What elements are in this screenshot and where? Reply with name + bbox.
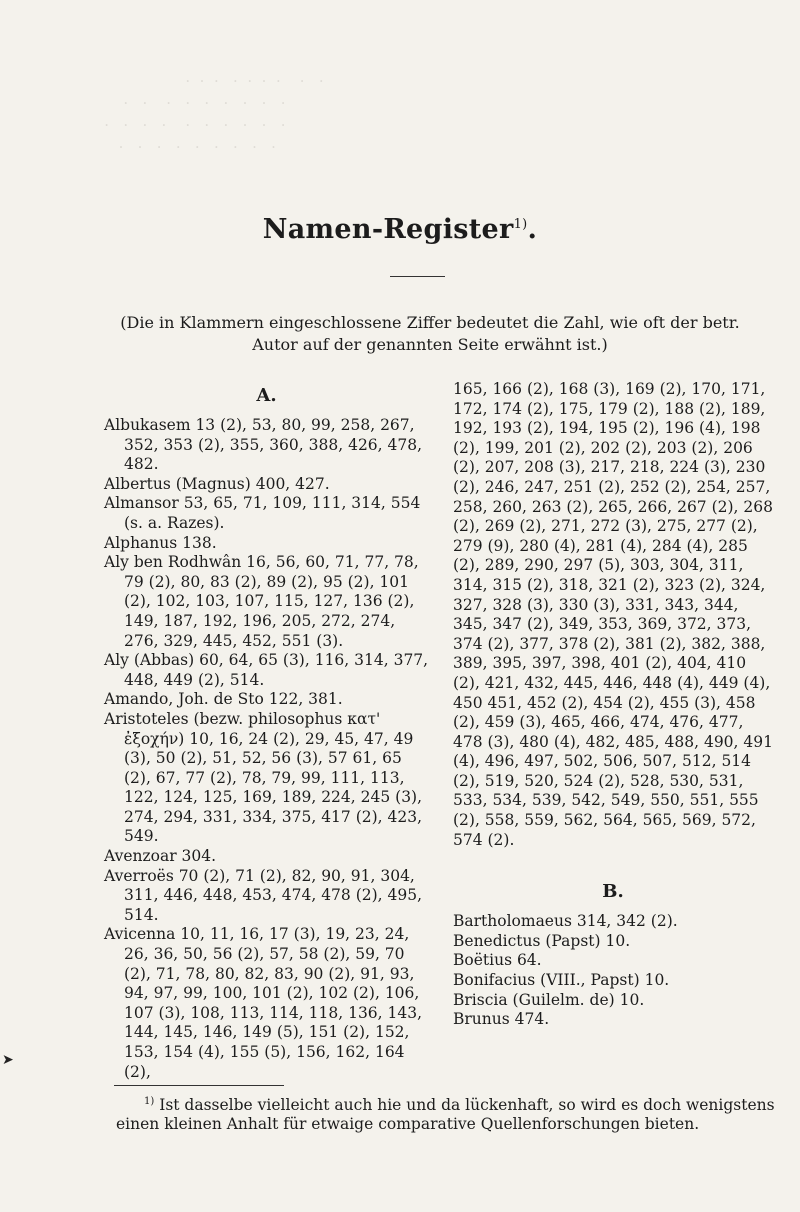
entry-amando: Amando, Joh. de Sto 122, 381.: [104, 690, 343, 709]
intro-note: (Die in Klammern eingeschlossene Ziffer bedeutet die Zahl, wie oft der betr. Autor auf der genannten Seite erwähnt ist.): [120, 313, 740, 354]
title-text: Namen-Register: [262, 214, 514, 245]
entry-brunus: Brunus 474.: [453, 1010, 550, 1029]
entry-avenzoar: Avenzoar 304.: [104, 847, 217, 866]
entry-bonifacius: Bonifacius (VIII., Papst) 10.: [453, 971, 670, 990]
section-heading-b: B.: [602, 881, 624, 903]
footnote-rule: [114, 1085, 284, 1086]
title-rule: [390, 276, 445, 277]
entry-averroes: Averroës 70 (2), 71 (2), 82, 90, 91, 304, 311, 446, 448, 453, 474, 478 (2), 495, 514.: [104, 866, 423, 924]
entry-albukasem: Albukasem 13 (2), 53, 80, 99, 258, 267, 352, 353 (2), 355, 360, 388, 426, 478, 482.: [104, 416, 423, 474]
entry-albertus: Albertus (Magnus) 400, 427.: [104, 474, 330, 493]
page-title: Namen-Register$^{1)}$.: [262, 214, 538, 245]
entry-boetius: Boëtius 64.: [453, 951, 542, 970]
section-gap: [453, 850, 773, 876]
footnote-text: Ist dasselbe vielleicht auch hie und da lückenhaft, so wird es doch wenigstens einen kleinen Anhalt für etwaige comparative Quellenforschungen bieten.: [116, 1096, 775, 1134]
right-column: [453, 380, 773, 1030]
entry-bartholomaeus: Bartholomaeus 314, 342 (2).: [453, 912, 678, 931]
section-heading-a: A.: [256, 385, 277, 406]
entry-briscia: Briscia (Guilelm. de) 10.: [453, 990, 645, 1009]
entry-aly-ben-rodhwan: Aly ben Rodhwân 16, 56, 60, 71, 77, 78, 79 (2), 80, 83 (2), 89 (2), 95 (2), 101 (2), 102, 103, 107, 115, 127, 136 (2), 149, 187, 192, 196, 205, 272, 274, 276, 329, 445, 452, 551 (3).: [104, 553, 419, 650]
entry-aristoteles: Aristoteles (bezw. philosophus κατ' ἐξοχήν) 10, 16, 24 (2), 29, 45, 47, 49 (3), 50 (2), 51, 52, 56 (3), 57 61, 65 (2), 67, 77 (2), 78, 79, 99, 111, 113, 122, 124, 125, 169, 189, 224, 245 (3), 274, 294, 331, 334, 375, 417 (2), 423, 549.: [104, 709, 423, 846]
entry-aly-abbas: Aly (Abbas) 60, 64, 65 (3), 116, 314, 377, 448, 449 (2), 514.: [104, 651, 429, 689]
bleed-through-texture: · · · · · · · · · · · · · · · · · · · · · · · · · · · · · · · · · · · · ·: [104, 72, 324, 156]
margin-arrow-mark: ➤: [2, 1052, 14, 1068]
entry-almansor: Almansor 53, 65, 71, 109, 111, 314, 554 (s. a. Razes).: [104, 494, 421, 532]
footnote-mark: 1): [144, 1096, 155, 1107]
footnote: [116, 1092, 776, 1134]
title-footnote-mark: 1): [513, 217, 528, 232]
left-column: [104, 380, 429, 1082]
entry-avicenna-continued: 165, 166 (2), 168 (3), 169 (2), 170, 171, 172, 174 (2), 175, 179 (2), 188 (2), 189, 192, 193 (2), 194, 195 (2), 196 (4), 198 (2), 199, 201 (2), 202 (2), 203 (2), 206 (2), 207, 208 (3), 217, 218, 224 (3), 230 (2), 246, 247, 251 (2), 252 (2), 254, 257, 258, 260, 263 (2), 265, 266, 267 (2), 268 (2), 269 (2), 271, 272 (3), 275, 277 (2), 279 (9), 280 (4), 281 (4), 284 (4), 285 (2), 289, 290, 297 (5), 303, 304, 311, 314, 315 (2), 318, 321 (2), 323 (2), 324, 327, 328 (3), 330 (3), 331, 343, 344, 345, 347 (2), 349, 353, 369, 372, 373, 374 (2), 377, 378 (2), 381 (2), 382, 388, 389, 395, 397, 398, 401 (2), 404, 410 (2), 421, 432, 445, 446, 448 (4), 449 (4), 450 451, 452 (2), 454 (2), 455 (3), 458 (2), 459 (3), 465, 466, 474, 476, 477, 478 (3), 480 (4), 482, 485, 488, 490, 491 (4), 496, 497, 502, 506, 507, 512, 514 (2), 519, 520, 524 (2), 528, 530, 531, 533, 534, 539, 542, 549, 550, 551, 555 (2), 558, 559, 562, 564, 565, 569, 572, 574 (2).: [453, 380, 773, 849]
entry-avicenna: Avicenna 10, 11, 16, 17 (3), 19, 23, 24, 26, 36, 50, 56 (2), 57, 58 (2), 59, 70 (2), 71, 78, 80, 82, 83, 90 (2), 91, 93, 94, 97, 99, 100, 101 (2), 102 (2), 106, 107 (3), 108, 113, 114, 118, 136, 143, 144, 145, 146, 149 (5), 151 (2), 152, 153, 154 (4), 155 (5), 156, 162, 164 (2),: [104, 925, 423, 1081]
entry-benedictus: Benedictus (Papst) 10.: [453, 931, 631, 950]
entry-alphanus: Alphanus 138.: [104, 533, 217, 552]
